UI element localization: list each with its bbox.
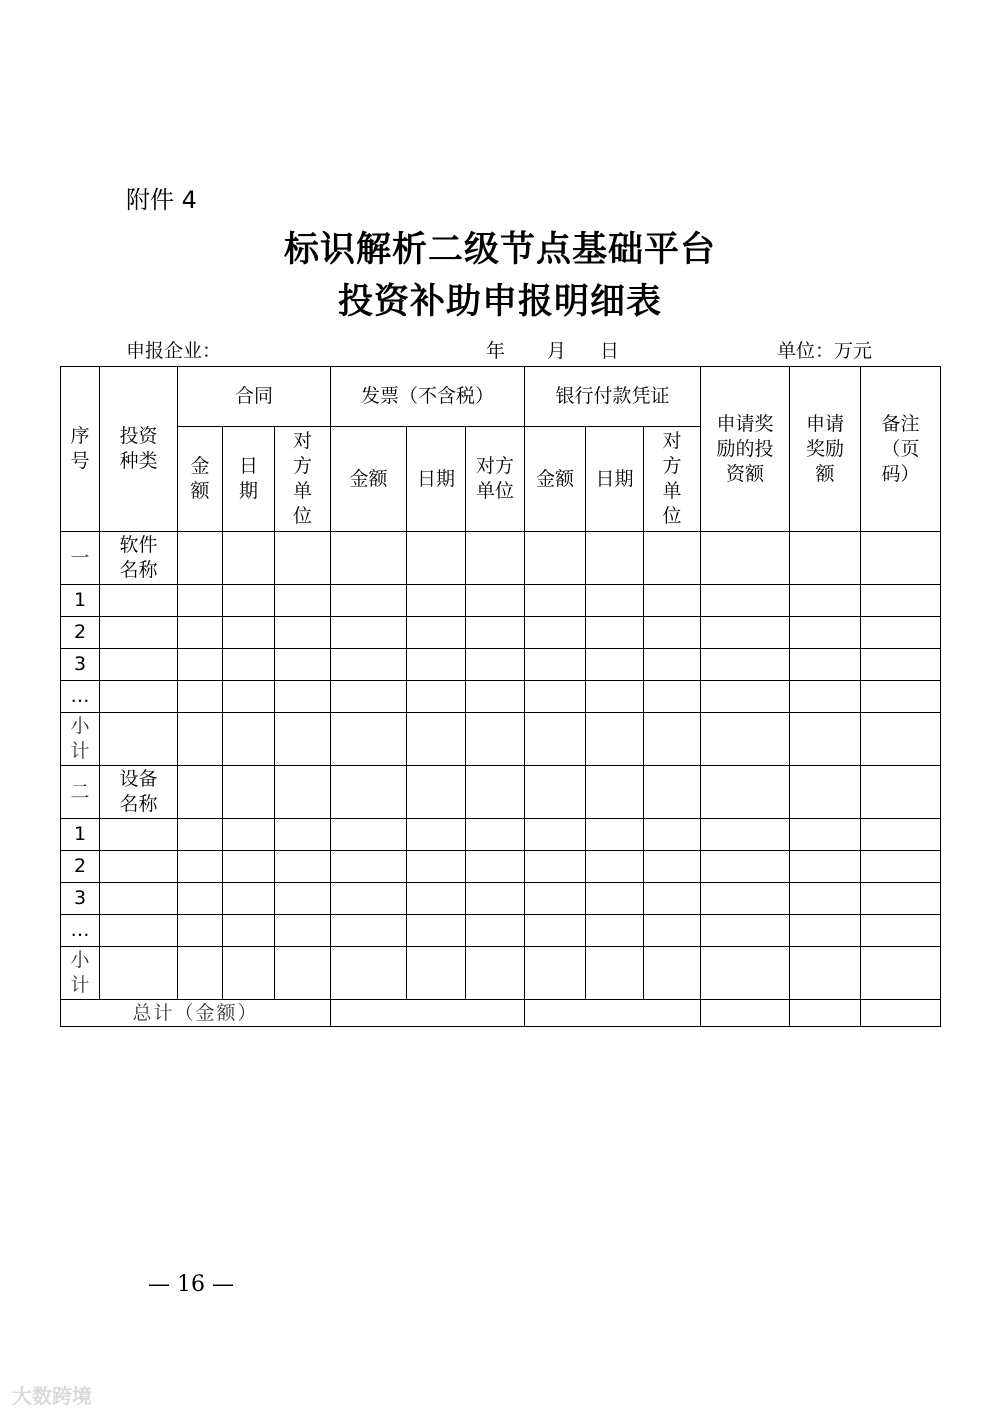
- row-number: 3: [61, 649, 100, 681]
- table-cell[interactable]: [466, 617, 525, 649]
- table-cell[interactable]: [525, 617, 586, 649]
- table-cell[interactable]: [275, 915, 331, 947]
- total-invoice-cell[interactable]: [331, 1000, 525, 1027]
- table-cell[interactable]: [407, 617, 466, 649]
- table-cell[interactable]: [701, 883, 790, 915]
- table-cell[interactable]: [223, 883, 275, 915]
- table-cell[interactable]: [861, 819, 941, 851]
- table-cell[interactable]: [100, 883, 178, 915]
- table-cell[interactable]: [100, 713, 178, 766]
- header-bank: 银行付款凭证: [525, 367, 701, 427]
- table-cell[interactable]: [275, 947, 331, 1000]
- header-invoice: 发票（不含税）: [331, 367, 525, 427]
- table-cell[interactable]: [331, 617, 407, 649]
- table-cell[interactable]: [407, 532, 466, 585]
- table-cell[interactable]: [586, 851, 644, 883]
- row-number: 2: [61, 617, 100, 649]
- table-cell[interactable]: [861, 883, 941, 915]
- table-cell[interactable]: [407, 883, 466, 915]
- table-cell[interactable]: [701, 617, 790, 649]
- table-cell[interactable]: [223, 681, 275, 713]
- table-cell[interactable]: [407, 649, 466, 681]
- table-cell[interactable]: [223, 649, 275, 681]
- header-contract-amount: 金额: [178, 427, 223, 532]
- row-number: 1: [61, 585, 100, 617]
- table-cell[interactable]: [275, 766, 331, 819]
- row-number: 2: [61, 851, 100, 883]
- table-cell[interactable]: [331, 883, 407, 915]
- table-cell[interactable]: [275, 713, 331, 766]
- page-number: — 16 —: [148, 1272, 234, 1297]
- table-cell[interactable]: [275, 617, 331, 649]
- table-cell[interactable]: [790, 649, 861, 681]
- table-cell[interactable]: [407, 947, 466, 1000]
- table-cell[interactable]: [407, 681, 466, 713]
- table-cell[interactable]: [644, 766, 701, 819]
- table-cell[interactable]: [525, 766, 586, 819]
- table-cell[interactable]: [178, 766, 223, 819]
- table-cell[interactable]: [586, 766, 644, 819]
- table-cell[interactable]: [644, 649, 701, 681]
- section-name: 软件名称: [100, 532, 178, 585]
- table-cell[interactable]: [331, 713, 407, 766]
- header-reward-invest: 申请奖励的投资额: [701, 367, 790, 532]
- table-cell[interactable]: [701, 766, 790, 819]
- table-cell[interactable]: [644, 532, 701, 585]
- table-cell[interactable]: [223, 532, 275, 585]
- table-cell[interactable]: [525, 883, 586, 915]
- total-remark-cell[interactable]: [861, 1000, 941, 1027]
- table-cell[interactable]: [100, 915, 178, 947]
- document-title-line2: 投资补助申报明细表: [337, 281, 662, 322]
- table-cell[interactable]: [586, 883, 644, 915]
- watermark: 大数跨境: [12, 1384, 92, 1408]
- header-bank-date: 日期: [586, 427, 644, 532]
- table-cell[interactable]: [331, 915, 407, 947]
- table-cell[interactable]: [525, 681, 586, 713]
- table-cell[interactable]: [331, 947, 407, 1000]
- table-cell[interactable]: [178, 713, 223, 766]
- table-cell[interactable]: [701, 915, 790, 947]
- table-cell[interactable]: [861, 532, 941, 585]
- table-cell[interactable]: [644, 883, 701, 915]
- table-cell[interactable]: [790, 681, 861, 713]
- table-cell[interactable]: [525, 947, 586, 1000]
- table-cell[interactable]: [407, 915, 466, 947]
- table-cell[interactable]: [790, 947, 861, 1000]
- table-cell[interactable]: [178, 585, 223, 617]
- day-label: 日: [600, 340, 620, 362]
- table-cell[interactable]: [178, 617, 223, 649]
- table-cell[interactable]: [223, 947, 275, 1000]
- header-contract-counterparty: 对方单位: [275, 427, 331, 532]
- table-cell[interactable]: [644, 915, 701, 947]
- year-label: 年: [486, 340, 506, 362]
- table-cell[interactable]: [407, 851, 466, 883]
- table-cell[interactable]: [861, 851, 941, 883]
- table-cell[interactable]: [275, 585, 331, 617]
- section-number: 一: [61, 532, 100, 585]
- date-fields: [486, 336, 619, 363]
- table-cell[interactable]: [790, 532, 861, 585]
- subtotal-row: [61, 713, 941, 766]
- table-cell[interactable]: [100, 947, 178, 1000]
- table-cell[interactable]: [586, 713, 644, 766]
- table-cell[interactable]: [466, 766, 525, 819]
- table-cell[interactable]: [701, 851, 790, 883]
- table-cell[interactable]: [701, 819, 790, 851]
- table-cell[interactable]: [701, 947, 790, 1000]
- table-cell[interactable]: [100, 819, 178, 851]
- table-cell[interactable]: [178, 947, 223, 1000]
- table-cell[interactable]: [223, 819, 275, 851]
- header-invoice-amount: 金额: [331, 427, 407, 532]
- header-bank-counterparty: 对方单位: [644, 427, 701, 532]
- table-cell[interactable]: [861, 766, 941, 819]
- detail-table: [60, 366, 941, 1027]
- table-cell[interactable]: [861, 915, 941, 947]
- table-cell[interactable]: [178, 851, 223, 883]
- table-cell[interactable]: [525, 585, 586, 617]
- table-cell[interactable]: [525, 713, 586, 766]
- table-cell[interactable]: [466, 681, 525, 713]
- table-cell[interactable]: [861, 585, 941, 617]
- unit-label: 单位：万元: [777, 340, 873, 362]
- table-row: [61, 617, 941, 649]
- table-cell[interactable]: [525, 532, 586, 585]
- total-reward-invest-cell[interactable]: [701, 1000, 790, 1027]
- table-cell[interactable]: [644, 681, 701, 713]
- section-name: 设备名称: [100, 766, 178, 819]
- header-reward-amount: 申请奖励额: [790, 367, 861, 532]
- table-body: [61, 532, 941, 1000]
- table-cell[interactable]: [466, 915, 525, 947]
- table-cell[interactable]: [407, 713, 466, 766]
- table-cell[interactable]: [586, 532, 644, 585]
- table-cell[interactable]: [644, 947, 701, 1000]
- table-cell[interactable]: [644, 713, 701, 766]
- table-cell[interactable]: [790, 617, 861, 649]
- table-cell[interactable]: [331, 766, 407, 819]
- table-cell[interactable]: [644, 819, 701, 851]
- table-cell[interactable]: [466, 585, 525, 617]
- table-row: [61, 819, 941, 851]
- table-cell[interactable]: [861, 713, 941, 766]
- table-cell[interactable]: [100, 649, 178, 681]
- table-cell[interactable]: [701, 649, 790, 681]
- table-cell[interactable]: [525, 851, 586, 883]
- table-cell[interactable]: [178, 532, 223, 585]
- table-cell[interactable]: [644, 617, 701, 649]
- month-label: 月: [547, 340, 567, 362]
- table-cell[interactable]: [586, 585, 644, 617]
- header-type: 投资种类: [100, 367, 178, 532]
- table-cell[interactable]: [223, 915, 275, 947]
- row-number: …: [61, 681, 100, 713]
- table-cell[interactable]: [790, 915, 861, 947]
- table-cell[interactable]: [586, 649, 644, 681]
- table-cell[interactable]: [790, 713, 861, 766]
- company-label: 申报企业：: [126, 340, 222, 362]
- table-row: [61, 851, 941, 883]
- table-cell[interactable]: [275, 649, 331, 681]
- total-label: 总计（金额）: [61, 1000, 331, 1027]
- header-remark: 备注（页码）: [861, 367, 941, 532]
- table-cell[interactable]: [223, 585, 275, 617]
- table-row: [61, 585, 941, 617]
- header-bank-amount: 金额: [525, 427, 586, 532]
- row-number: 1: [61, 819, 100, 851]
- table-cell[interactable]: [790, 766, 861, 819]
- table-row: [61, 649, 941, 681]
- table-cell[interactable]: [178, 649, 223, 681]
- table-cell[interactable]: [525, 915, 586, 947]
- table-row: [61, 915, 941, 947]
- table-cell[interactable]: [586, 819, 644, 851]
- table-cell[interactable]: [331, 532, 407, 585]
- header-invoice-counterparty: 对方单位: [466, 427, 525, 532]
- table-cell[interactable]: [861, 947, 941, 1000]
- table-cell[interactable]: [790, 851, 861, 883]
- table-cell[interactable]: [223, 851, 275, 883]
- table-cell[interactable]: [178, 681, 223, 713]
- table-cell[interactable]: [223, 617, 275, 649]
- table-cell[interactable]: [331, 851, 407, 883]
- table-cell[interactable]: [790, 883, 861, 915]
- table-cell[interactable]: [275, 681, 331, 713]
- table-cell[interactable]: [275, 819, 331, 851]
- table-cell[interactable]: [223, 713, 275, 766]
- table-cell[interactable]: [586, 681, 644, 713]
- row-number: …: [61, 915, 100, 947]
- table-cell[interactable]: [466, 532, 525, 585]
- table-cell[interactable]: [525, 819, 586, 851]
- table-cell[interactable]: [790, 819, 861, 851]
- subtotal-label: 小计: [61, 713, 100, 766]
- table-cell[interactable]: [275, 532, 331, 585]
- table-cell[interactable]: [407, 766, 466, 819]
- header-invoice-date: 日期: [407, 427, 466, 532]
- table-cell[interactable]: [644, 585, 701, 617]
- table-cell[interactable]: [275, 883, 331, 915]
- table-cell[interactable]: [331, 585, 407, 617]
- table-cell[interactable]: [407, 585, 466, 617]
- table-cell[interactable]: [466, 947, 525, 1000]
- table-cell[interactable]: [275, 851, 331, 883]
- table-cell[interactable]: [644, 851, 701, 883]
- table-cell[interactable]: [100, 851, 178, 883]
- table-row: [61, 883, 941, 915]
- table-cell[interactable]: [100, 617, 178, 649]
- row-number: 3: [61, 883, 100, 915]
- attachment-label: 附件 4: [126, 186, 197, 214]
- table-cell[interactable]: [331, 681, 407, 713]
- table-cell[interactable]: [407, 819, 466, 851]
- table-cell[interactable]: [223, 766, 275, 819]
- table-cell[interactable]: [178, 883, 223, 915]
- table-cell[interactable]: [861, 681, 941, 713]
- table-row: [61, 681, 941, 713]
- table-cell[interactable]: [178, 819, 223, 851]
- table-cell[interactable]: [861, 649, 941, 681]
- table-cell[interactable]: [466, 883, 525, 915]
- document-title-line1: 标识解析二级节点基础平台: [283, 229, 716, 270]
- subtotal-row: [61, 947, 941, 1000]
- header-contract: 合同: [178, 367, 331, 427]
- subtotal-label: 小计: [61, 947, 100, 1000]
- table-cell[interactable]: [466, 649, 525, 681]
- table-cell[interactable]: [586, 915, 644, 947]
- header-seq: 序号: [61, 367, 100, 532]
- table-cell[interactable]: [100, 585, 178, 617]
- total-bank-cell[interactable]: [525, 1000, 701, 1027]
- section-header-row: [61, 766, 941, 819]
- table-cell[interactable]: [466, 713, 525, 766]
- table-cell[interactable]: [586, 947, 644, 1000]
- table-cell[interactable]: [331, 819, 407, 851]
- table-cell[interactable]: [100, 681, 178, 713]
- section-header-row: [61, 532, 941, 585]
- table-cell[interactable]: [525, 649, 586, 681]
- table-cell[interactable]: [331, 649, 407, 681]
- table-cell[interactable]: [701, 585, 790, 617]
- table-cell[interactable]: [701, 532, 790, 585]
- table-cell[interactable]: [466, 851, 525, 883]
- table-cell[interactable]: [790, 585, 861, 617]
- total-reward-amount-cell[interactable]: [790, 1000, 861, 1027]
- table-cell[interactable]: [701, 713, 790, 766]
- section-number: 二: [61, 766, 100, 819]
- table-cell[interactable]: [586, 617, 644, 649]
- table-cell[interactable]: [466, 819, 525, 851]
- table-cell[interactable]: [701, 681, 790, 713]
- table-cell[interactable]: [178, 915, 223, 947]
- header-contract-date: 日期: [223, 427, 275, 532]
- table-cell[interactable]: [861, 617, 941, 649]
